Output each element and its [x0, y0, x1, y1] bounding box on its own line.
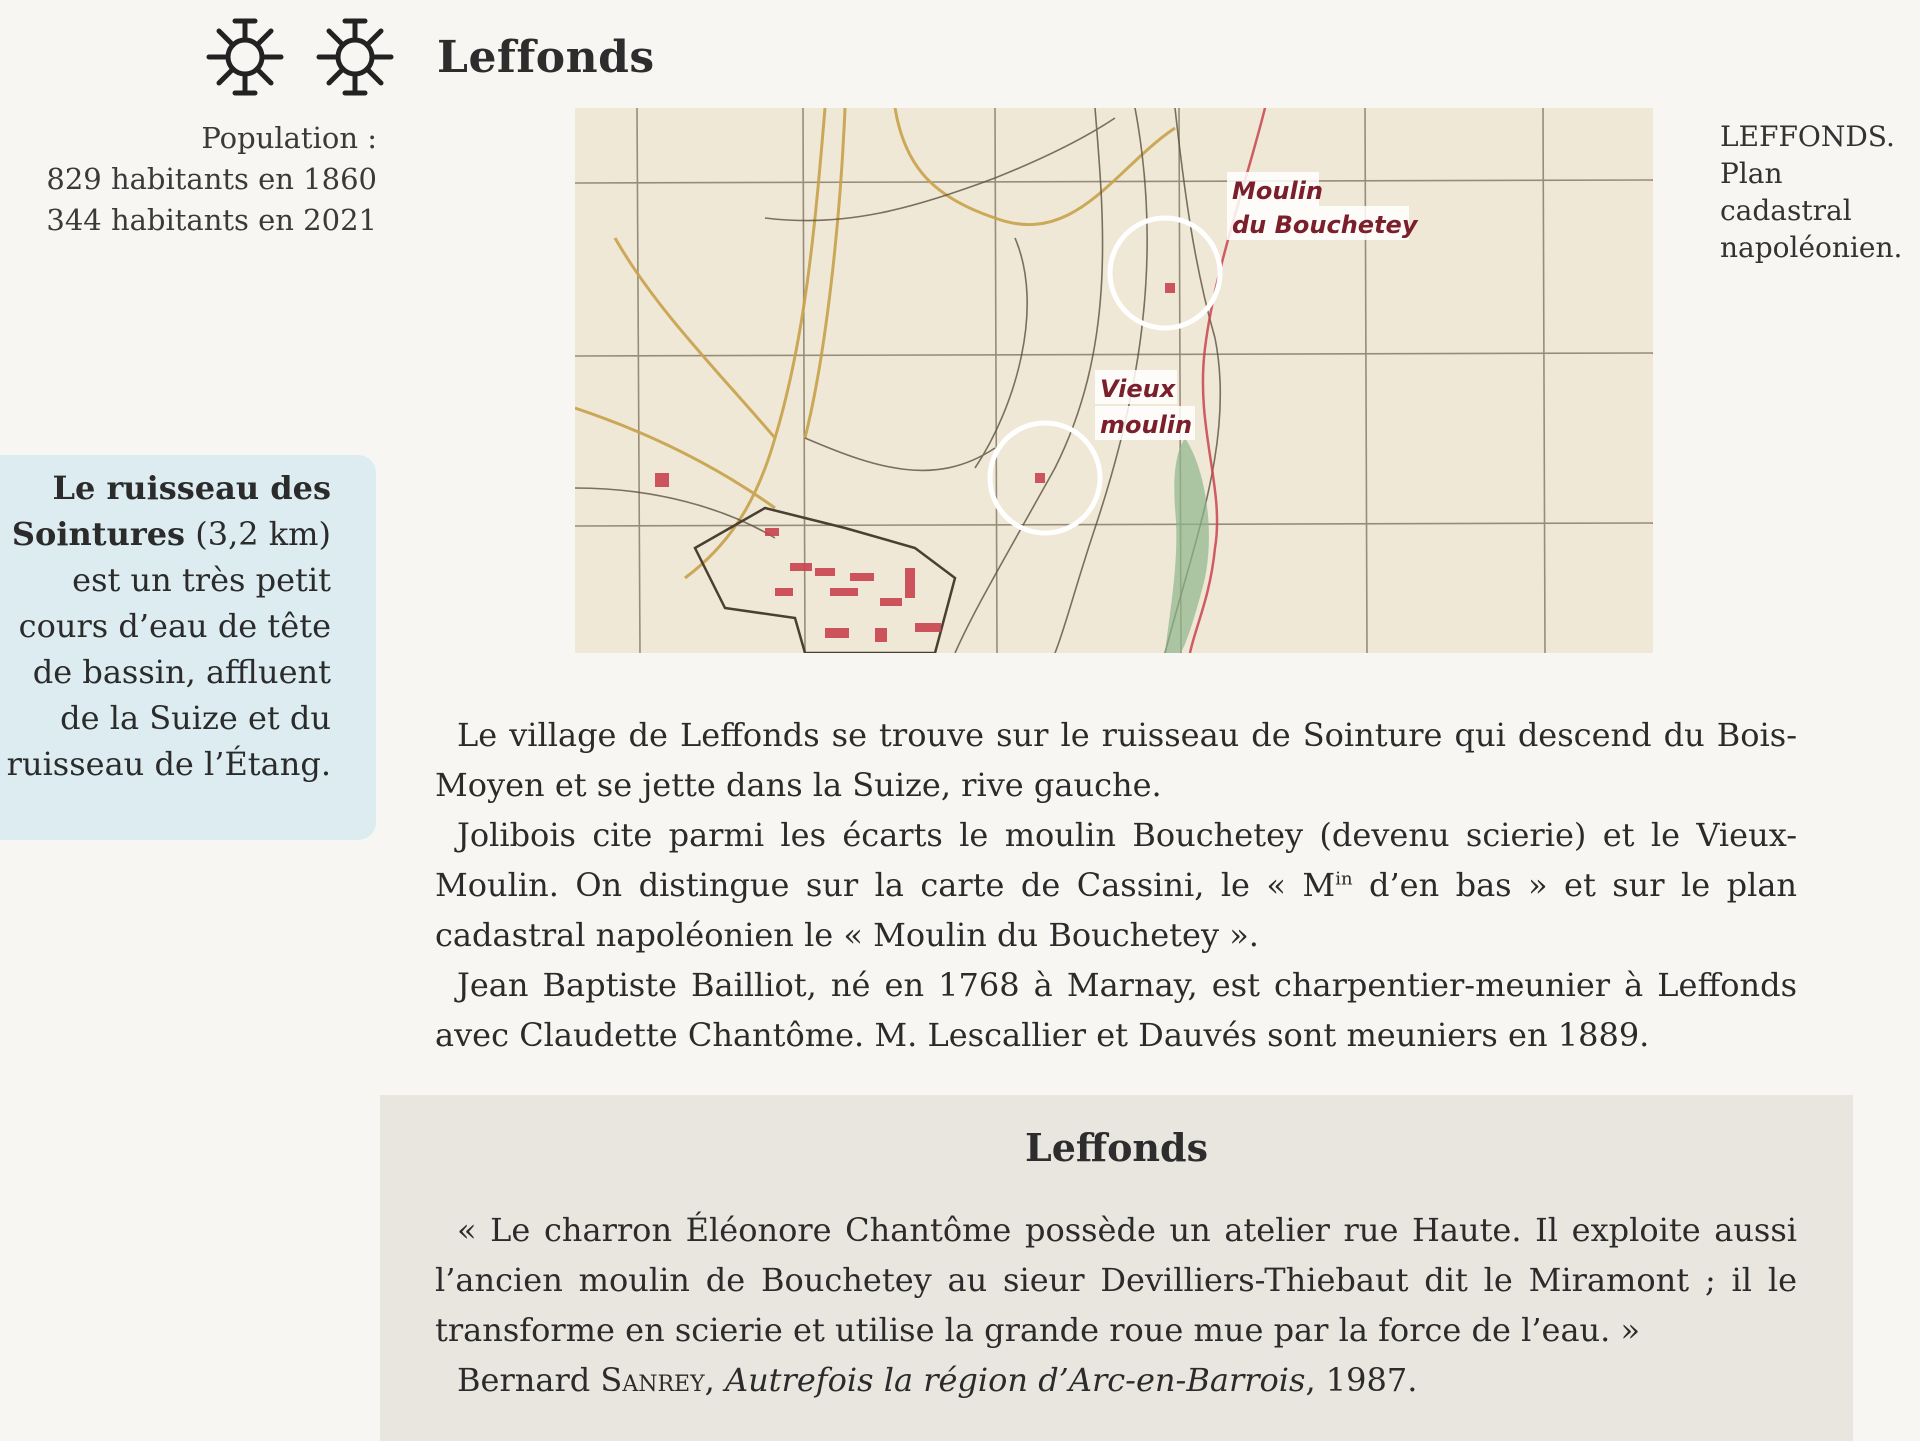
caption-line-1: LEFFONDS. — [1720, 120, 1895, 153]
caption-line-2: Plan cadastral — [1720, 157, 1852, 227]
sidebar-title-stream: Sointures — [11, 515, 186, 553]
caption-line-3: napoléonien. — [1720, 231, 1903, 264]
map-label-vieux-moulin: moulin — [1100, 411, 1193, 439]
page-title: Leffonds — [437, 31, 655, 83]
quote-box — [380, 1095, 1853, 1441]
sidebar-description: est un très petit cours d’eau de tête de bassin, affluent de la Suize et du ruisseau de l’Étang. — [6, 561, 331, 783]
paragraph-3: Jean Baptiste Bailliot, né en 1768 à Marnay, est charpentier-meunier à Leffonds avec Claudette Chantôme. M. Lescallier et Dauvés sont meuniers en 1889. — [435, 966, 1797, 1054]
map-caption — [1720, 118, 1920, 266]
sidebar-box — [0, 455, 376, 840]
map-label-bouchetey: du Bouchetey — [1232, 211, 1418, 239]
paragraph-2 — [435, 810, 1797, 960]
main-text — [435, 710, 1797, 1060]
quote-body: « Le charron Éléonore Chantôme possède un atelier rue Haute. Il exploite aussi l’ancien moulin de Bouchetey au sieur Devilliers-Thiebaut dit le Miramont ; il le transforme en scierie et utilise la grande roue mue par la force de l’eau. » — [435, 1211, 1797, 1349]
citation-work: Autrefois la région d’Arc-en-Barrois — [724, 1361, 1306, 1399]
mill-wheel-icon — [205, 17, 285, 97]
quote-title: Leffonds — [1024, 1125, 1209, 1170]
map-label-vieux: Vieux — [1100, 375, 1176, 403]
quote-text — [435, 1205, 1797, 1405]
citation-separator: , — [704, 1361, 725, 1399]
paragraph-1: Le village de Leffonds se trouve sur le ruisseau de Sointure qui descend du Bois-Moyen et se jette dans la Suize, rive gauche. — [435, 716, 1797, 804]
population-label: Population : — [201, 121, 377, 155]
sidebar-length: (3,2 km) — [185, 515, 331, 553]
sidebar-title: Le ruisseau des — [52, 469, 331, 507]
citation-author-first: Bernard — [457, 1361, 601, 1399]
mill-wheel-icon — [315, 17, 395, 97]
population-1860: 829 habitants en 1860 — [46, 162, 377, 196]
paragraph-2-superscript: in — [1335, 868, 1353, 890]
cadastral-map-drawing — [575, 108, 1653, 653]
population-info — [46, 118, 377, 241]
citation-author-last: Sanrey — [600, 1361, 705, 1399]
sidebar-text — [0, 465, 331, 787]
paragraph-2-part-1: Jolibois cite parmi les écarts le moulin Bouchetey (devenu scierie) et le Vieux-Moulin. On distingue sur la carte de Cassini, le « M — [435, 816, 1797, 904]
page-header — [205, 12, 655, 102]
quote-citation — [435, 1355, 1797, 1405]
citation-year: , 1987. — [1305, 1361, 1418, 1399]
cadastral-map — [575, 108, 1653, 653]
population-2021: 344 habitants en 2021 — [46, 203, 377, 237]
map-label-moulin: Moulin — [1232, 177, 1323, 205]
paragraph-2-part-2: d’en bas » et sur le plan cadastral napoléonien le « Moulin du Bouchetey ». — [435, 866, 1798, 954]
